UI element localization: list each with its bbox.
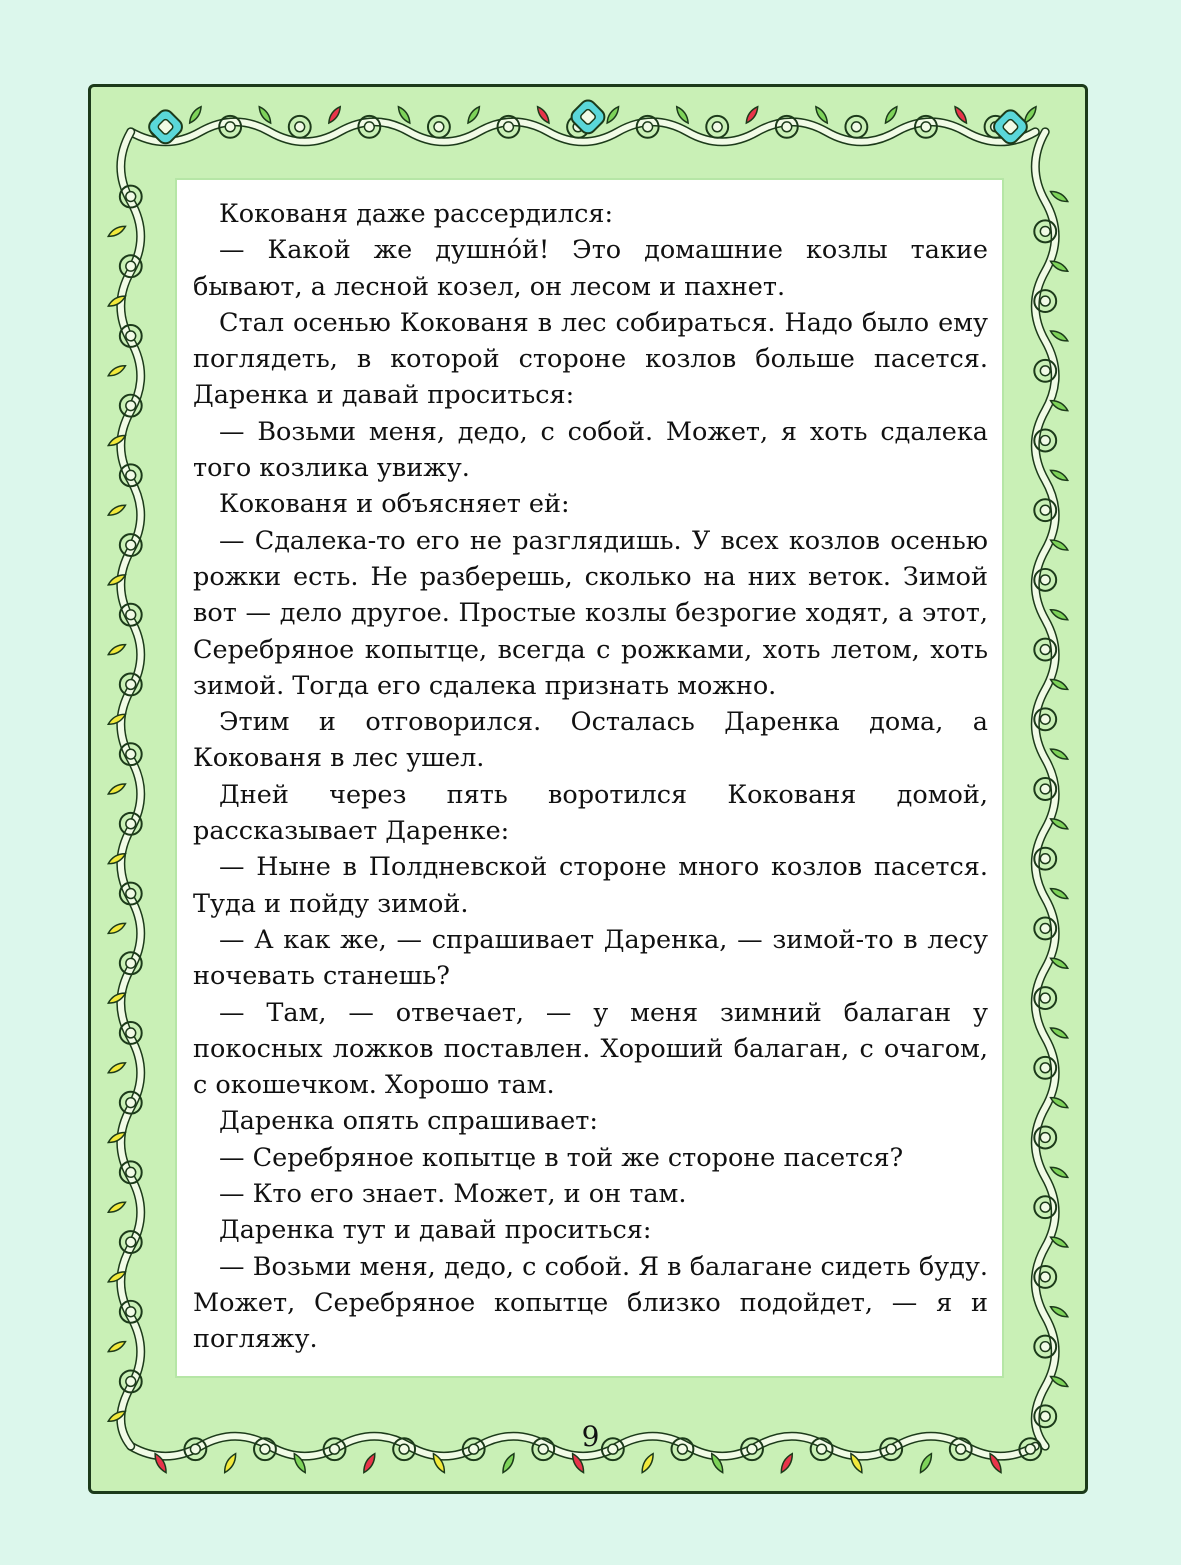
leaf-icon [222, 1452, 239, 1474]
paragraph: — Возьми меня, дедо, с собой. Я в балагане сидеть буду. Может, Серебряное копытце близко подойдет, — я и погляжу. [193, 1251, 988, 1355]
paragraph: Кокованя даже рассердился: [219, 199, 614, 229]
paragraph: — Кто его знает. Может, и он там. [219, 1179, 687, 1210]
leaf-icon [953, 105, 969, 125]
paragraph: — Там, — отвечает, — у меня зимний балаган у покосных ложков поставлен. Хороший балаган, с очагом, с окошечком. Хорошо там. [193, 997, 988, 1101]
leaf-icon [1049, 1025, 1069, 1040]
leaf-icon [257, 105, 273, 125]
paragraph: Дней через пять воротился Кокованя домой, рассказывает Даренке: [193, 779, 988, 847]
leaf-icon [1049, 747, 1069, 762]
leaf-icon [107, 1060, 127, 1075]
vine-curl [126, 192, 136, 202]
vine-curl [126, 401, 136, 411]
leaf-icon [107, 224, 127, 239]
vine-curl [126, 889, 136, 899]
paragraph: — А как же, — спрашивает Даренка, — зимой-то в лесу ночевать станешь? [193, 924, 988, 992]
vine-curl [1040, 436, 1050, 446]
leaf-icon [1049, 189, 1069, 204]
leaf-icon [1049, 1304, 1069, 1319]
leaf-icon [187, 105, 203, 125]
leaf-icon [361, 1452, 378, 1474]
leaf-icon [107, 642, 127, 657]
vine-curl [126, 1377, 136, 1387]
vine-curl [1040, 505, 1050, 515]
vine-curl [126, 749, 136, 759]
leaf-icon [107, 781, 127, 796]
leaf-icon [107, 1200, 127, 1215]
vine-curl [126, 958, 136, 968]
vine-curl [851, 122, 861, 132]
paragraph: — Возьми меня, дедо, с собой. Может, я хоть сдалека того козлика увижу. [193, 416, 988, 484]
leaf-icon [107, 503, 127, 518]
leaf-icon [1049, 468, 1069, 483]
vine-curl [712, 122, 722, 132]
leaf-icon [466, 105, 482, 125]
vine-curl [1040, 1133, 1050, 1143]
leaf-icon [674, 105, 690, 125]
vine-curl [1040, 1272, 1050, 1282]
vine-curl [126, 1237, 136, 1247]
vine-curl [1040, 1202, 1050, 1212]
vine-curl [126, 680, 136, 690]
page-number: 9 [581, 1420, 600, 1453]
paragraph: Кокованя и объясняет ей: [219, 489, 570, 520]
vine-curl [364, 122, 374, 132]
paragraph: Даренка опять спрашивает: [219, 1106, 598, 1137]
vine-curl [1040, 645, 1050, 655]
leaf-icon [813, 105, 829, 125]
leaf-icon [107, 921, 127, 936]
vine-curl [1040, 575, 1050, 585]
leaf-icon [744, 105, 760, 125]
vine-curl [434, 122, 444, 132]
vine-curl [1040, 854, 1050, 864]
leaf-icon [918, 1452, 935, 1474]
leaf-icon [1049, 886, 1069, 901]
leaf-icon [1049, 607, 1069, 622]
vine-stem [121, 132, 141, 1446]
leaf-icon [1049, 328, 1069, 343]
vine-curl [126, 1307, 136, 1317]
paragraph: Стал осенью Кокованя в лес собираться. Надо было ему поглядеть, в которой стороне козлов больше пасется. Даренка и давай проситься: [193, 307, 988, 411]
leaf-icon [500, 1452, 517, 1474]
vine-curl [126, 1028, 136, 1038]
paragraph: Даренка тут и давай проситься: [219, 1215, 652, 1246]
leaf-icon [883, 105, 899, 125]
vine-curl [1040, 1063, 1050, 1073]
paragraph: — Серебряное копытце в той же стороне пасется? [219, 1142, 904, 1173]
leaf-icon [326, 105, 342, 125]
vine-curl [782, 122, 792, 132]
leaf-icon [778, 1452, 795, 1474]
leaf-icon [1049, 1165, 1069, 1180]
vine-curl [1040, 714, 1050, 724]
vine-curl [126, 610, 136, 620]
leaf-icon [639, 1452, 656, 1474]
paragraph: — Ныне в Полдневской стороне много козлов пасется. Туда и пойду зимой. [193, 852, 988, 919]
vine-curl [1040, 923, 1050, 933]
leaf-icon [107, 363, 127, 378]
vine-curl [1040, 784, 1050, 794]
vine-curl [126, 1098, 136, 1108]
vine-curl [1040, 226, 1050, 236]
vine-curl [1040, 1342, 1050, 1352]
leaf-icon [605, 105, 621, 125]
story-text [193, 196, 988, 1358]
paragraph: — Какой же душно́й! Это домашние козлы такие бывают, а лесной козел, он лесом и пахнет. [193, 235, 988, 302]
vine-curl [126, 819, 136, 829]
vine-curl [295, 122, 305, 132]
leaf-icon [396, 105, 412, 125]
vine-curl [921, 122, 931, 132]
leaf-icon [535, 105, 551, 125]
vine-curl [126, 470, 136, 480]
vine-curl [126, 1167, 136, 1177]
leaf-icon [107, 1339, 127, 1354]
vine-curl [126, 331, 136, 341]
vine-curl [1040, 366, 1050, 376]
vine-curl [126, 540, 136, 550]
vine-curl [225, 122, 235, 132]
vine-curl [126, 261, 136, 271]
paragraph: Этим и отговорился. Осталась Даренка дома, а Кокованя в лес ушел. [193, 707, 988, 774]
vine-curl [1040, 993, 1050, 1003]
paragraph: — Сдалека-то его не разглядишь. У всех козлов осенью рожки есть. Не разберешь, сколько на них веток. Зимой вот — дело другое. Простые козлы безрогие ходят, а этот, Серебряное копытце, всегда с рожками, хоть летом, хоть зимой. Тогда его сдалека признать можно. [193, 525, 988, 701]
vine-curl [643, 122, 653, 132]
vine-curl [1040, 296, 1050, 306]
vine-curl [504, 122, 514, 132]
